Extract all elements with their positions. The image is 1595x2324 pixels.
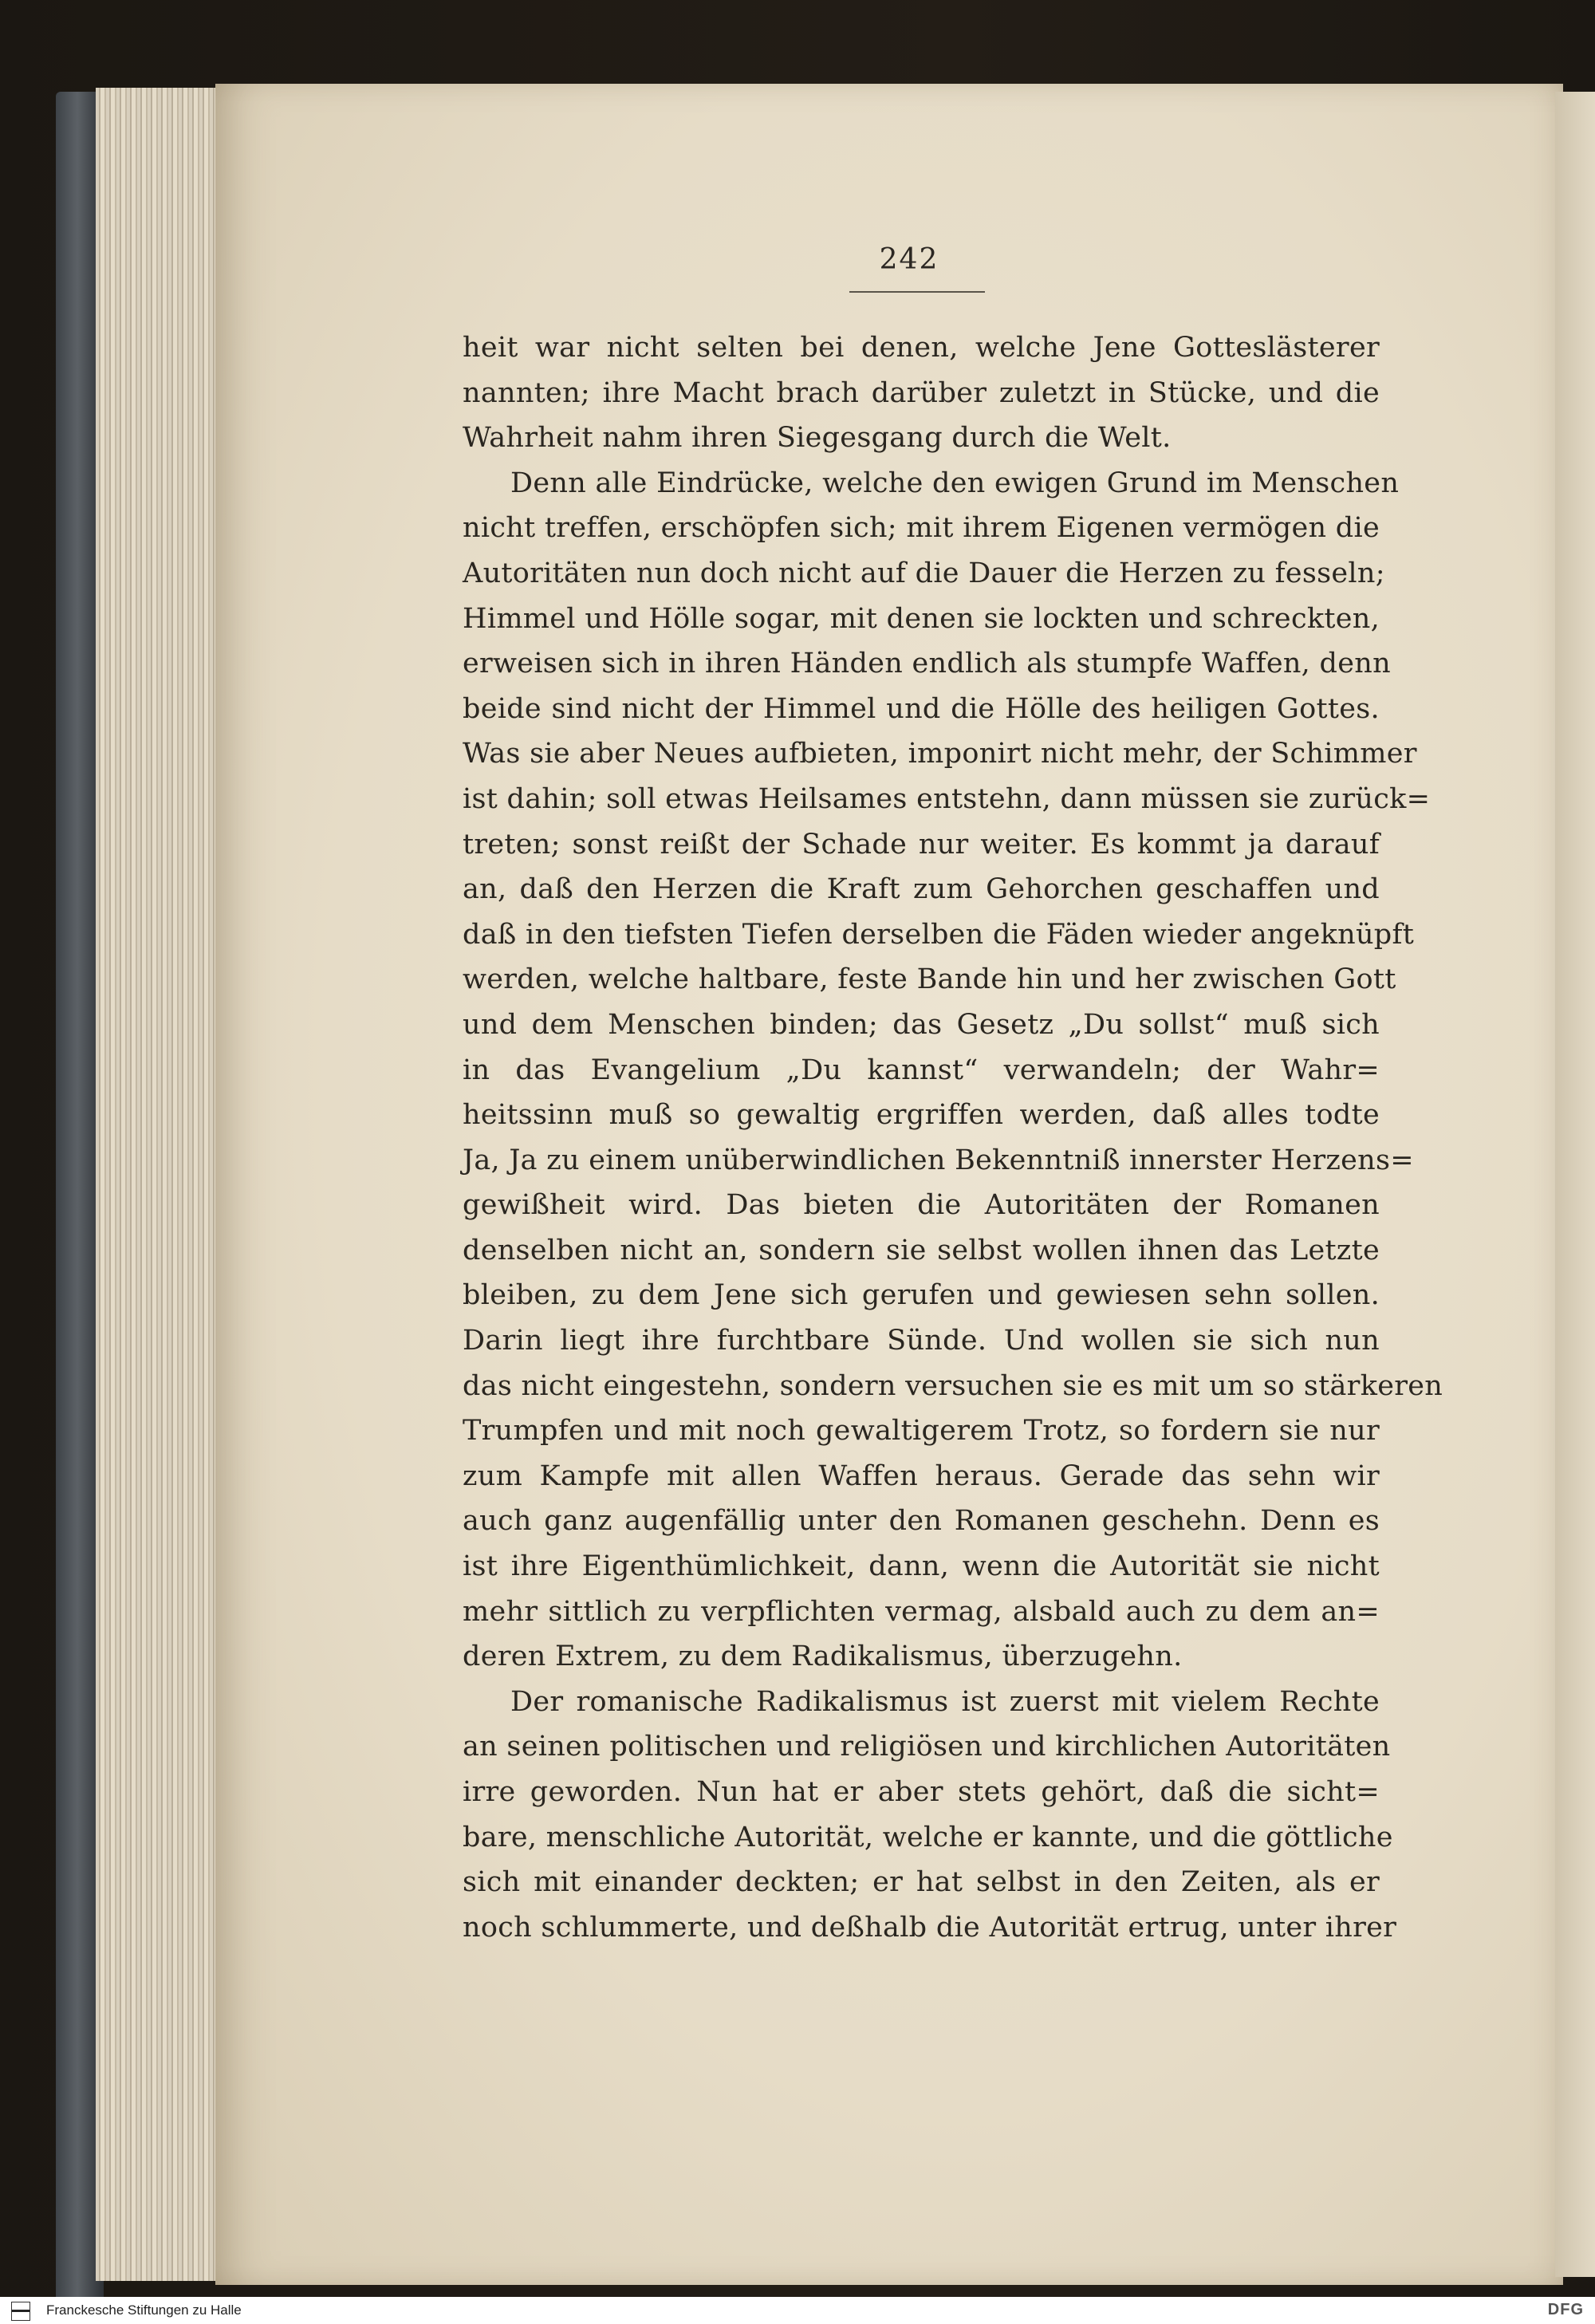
text-line: Trumpfen und mit noch gewaltigerem Trotz, so fordern sie nur [463,1415,1380,1448]
institution-name[interactable]: Franckesche Stiftungen zu Halle [46,2302,242,2318]
text-line: zum Kampfe mit allen Waffen heraus. Gerade das sehn wir [463,1459,1380,1492]
text-line: Der romanische Radikalismus ist zuerst mit vielem Rechte [510,1685,1380,1718]
body-text [463,325,1443,1950]
text-line: heitssinn muß so gewaltig ergriffen werden, daß alles todte [463,1099,1380,1132]
text-line: an, daß den Herzen die Kraft zum Gehorchen geschaffen und [463,873,1380,906]
text-line: Himmel und Hölle sogar, mit denen sie lockten und schreckten, [463,602,1380,635]
text-line: bare, menschliche Autorität, welche er kannte, und die göttliche [463,1821,1393,1853]
header-rule [849,291,985,293]
text-line: noch schlummerte, und deßhalb die Autorität ertrug, unter ihrer [463,1911,1397,1944]
text-line: deren Extrem, zu dem Radikalismus, überzugehn. [463,1641,1183,1673]
text-line: erweisen sich in ihren Händen endlich als stumpfe Waffen, denn [463,648,1391,680]
institution-logo-icon [11,2302,30,2321]
text-line: Ja, Ja zu einem unüberwindlichen Bekenntniß innerster Herzens= [463,1144,1414,1176]
text-line: ist dahin; soll etwas Heilsames entstehn, dann müssen sie zurück= [463,782,1431,815]
text-line: an seinen politischen und religiösen und kirchlichen Autoritäten [463,1731,1391,1763]
text-line: denselben nicht an, sondern sie selbst wollen ihnen das Letzte [463,1234,1380,1266]
text-line: Autoritäten nun doch nicht auf die Dauer die Herzen zu fesseln; [463,557,1385,589]
text-line: sich mit einander deckten; er hat selbst in den Zeiten, als er [463,1866,1380,1899]
text-line: bleiben, zu dem Jene sich gerufen und gewiesen sehn sollen. [463,1279,1380,1312]
text-line: Darin liegt ihre furchtbare Sünde. Und wollen sie sich nun [463,1325,1380,1357]
footer-bar [0,2297,1595,2324]
text-line: heit war nicht selten bei denen, welche Jene Gotteslästerer [463,332,1380,364]
text-line: Was sie aber Neues aufbieten, imponirt nicht mehr, der Schimmer [463,738,1417,770]
text-line: beide sind nicht der Himmel und die Hölle des heiligen Gottes. [463,692,1380,725]
text-line: in das Evangelium „Du kannst“ verwandeln; der Wahr= [463,1054,1380,1086]
text-line: und dem Menschen binden; das Gesetz „Du sollst“ muß sich [463,1008,1380,1041]
text-line: treten; sonst reißt der Schade nur weiter. Es kommt ja darauf [463,828,1380,861]
text-line: gewißheit wird. Das bieten die Autoritäten der Romanen [463,1189,1380,1222]
text-line: werden, welche haltbare, feste Bande hin und her zwischen Gott [463,963,1396,996]
text-line: Denn alle Eindrücke, welche den ewigen Grund im Menschen [510,467,1400,499]
text-line: nannten; ihre Macht brach darüber zuletzt in Stücke, und die [463,376,1380,409]
text-line: irre geworden. Nun hat er aber stets gehört, daß die sicht= [463,1776,1380,1808]
text-line: Wahrheit nahm ihren Siegesgang durch die Welt. [463,422,1172,455]
text-line: ist ihre Eigenthümlichkeit, dann, wenn die Autorität sie nicht [463,1550,1380,1583]
text-line: das nicht eingestehn, sondern versuchen sie es mit um so stärkeren [463,1369,1443,1402]
facing-page-edge [1555,92,1595,2277]
dfg-logo: DFG [1547,2301,1584,2318]
text-line: daß in den tiefsten Tiefen derselben die Fäden wieder angeknüpft [463,918,1415,951]
page-edges [96,88,227,2281]
text-line: auch ganz augenfällig unter den Romanen geschehn. Denn es [463,1505,1380,1538]
text-line: mehr sittlich zu verpflichten vermag, alsbald auch zu dem an= [463,1595,1380,1628]
page-number: 242 [879,243,939,276]
text-line: nicht treffen, erschöpfen sich; mit ihrem Eigenen vermögen die [463,512,1380,545]
